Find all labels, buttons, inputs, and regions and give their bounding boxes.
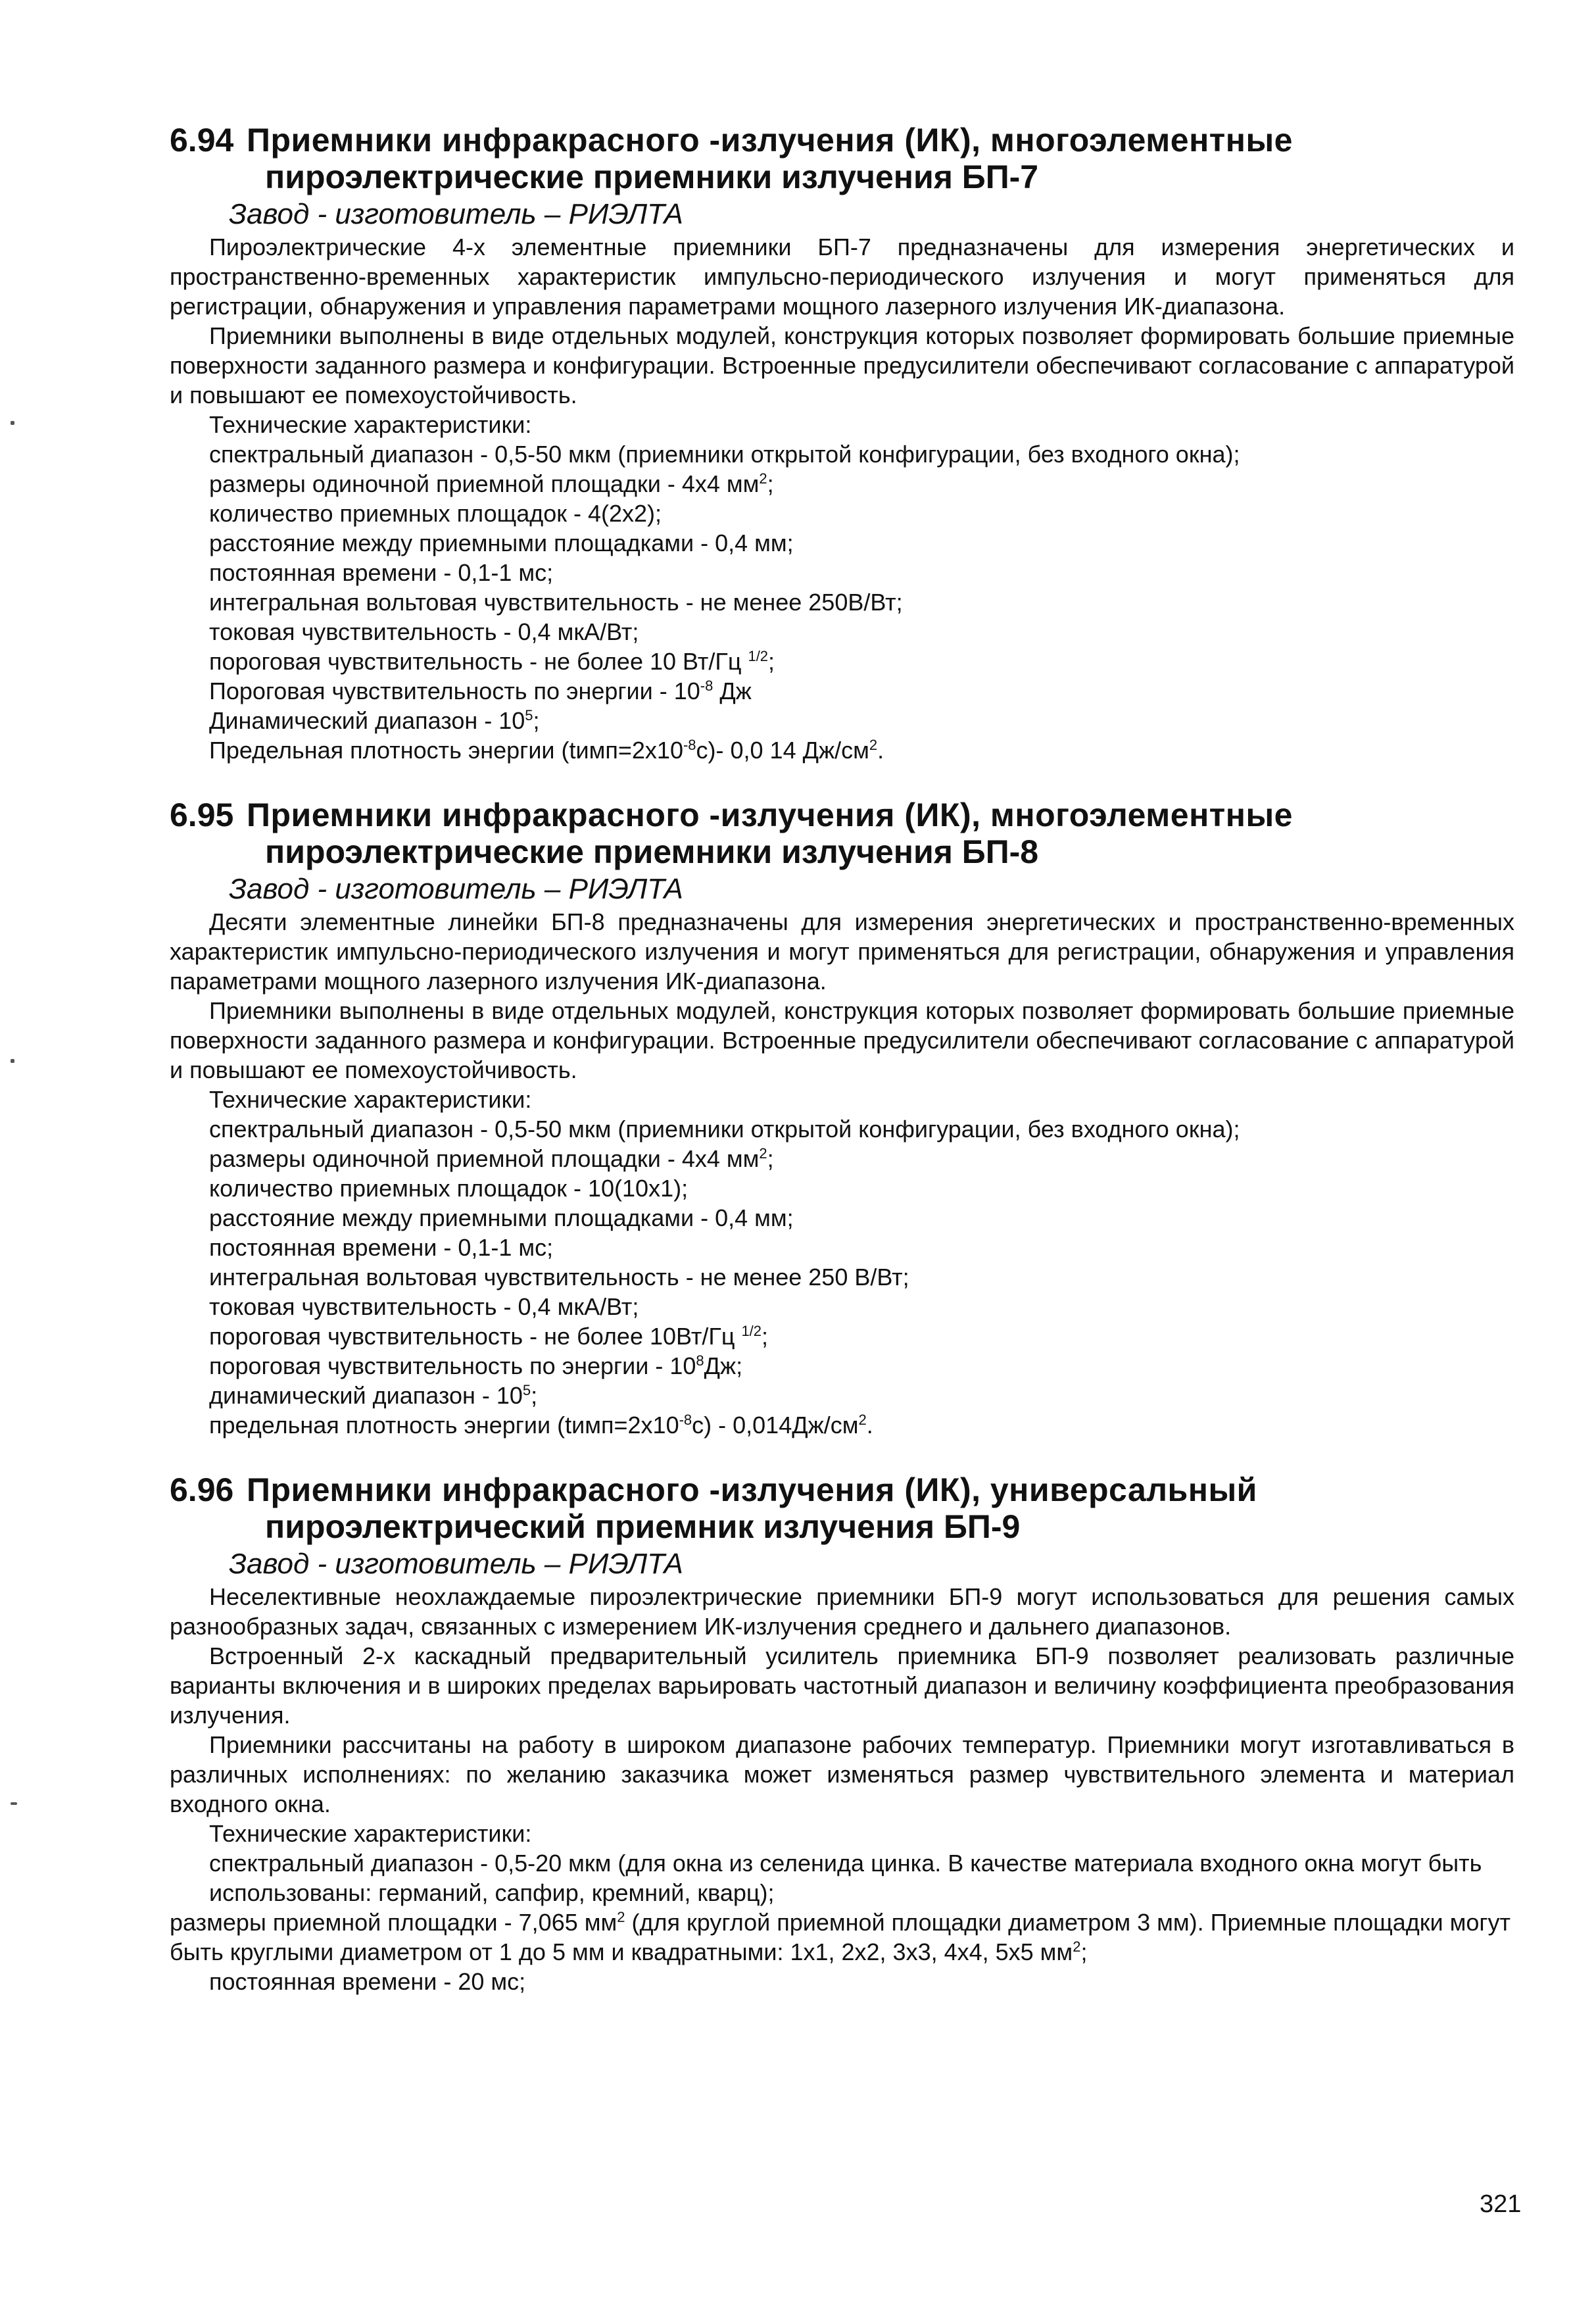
paragraph xyxy=(170,1641,1514,1730)
specs-list xyxy=(170,1114,1514,1440)
spec-item: количество приемных площадок - 10(10х1); xyxy=(209,1175,689,1202)
specs-title: Технические характеристики: xyxy=(209,411,532,438)
spec-item: постоянная времени - 0,1-1 мс; xyxy=(209,559,554,586)
paragraph-text: Встроенный 2-х каскадный предварительный усилитель приемника БП-9 позволяет реализовать различные варианты включения и в широких пределах варьировать частотный диапазон и величину коэффициента преобразования излучения. xyxy=(170,1642,1514,1729)
paragraph xyxy=(170,1582,1514,1641)
paragraph-text: Приемники выполнены в виде отдельных модулей, конструкция которых позволяет формировать большие приемные поверхности заданного размера и конфигурации. Встроенные предусилители обеспечивают согласование с аппаратурой и повышают ее помехоустойчивость. xyxy=(170,997,1514,1083)
spec-item: пороговая чувствительность - не более 10 Вт/Гц $^{1/2}$; xyxy=(209,648,775,675)
spec-item: токовая чувствительность - 0,4 мкА/Вт; xyxy=(209,618,639,645)
spec-item: размеры одиночной приемной площадки - 4х4 $мм^2$; xyxy=(209,1145,774,1172)
paragraph-text: Десяти элементные линейки БП-8 предназначены для измерения энергетических и пространственно-временных характеристик импульсно-периодического излучения и могут применяться для регистрации, обнаружения и управления параметрами мощного лазерного излучения ИК-диапазона. xyxy=(170,908,1514,995)
spec-item: динамический диапазон - $10^5$; xyxy=(209,1382,538,1409)
section-6-95 xyxy=(170,797,1514,1440)
section-title-line2: пироэлектрический приемник излучения БП-9 xyxy=(265,1508,1021,1545)
spec-item: интегральная вольтовая чувствительность - не менее 250В/Вт; xyxy=(209,589,903,616)
spec-item: пороговая чувствительность - не более 10Вт/Гц $^{1/2}$; xyxy=(209,1323,769,1350)
section-title-line1: Приемники инфракрасного -излучения (ИК), многоэлементные xyxy=(247,797,1293,833)
spec-item: расстояние между приемными площадками - 0,4 мм; xyxy=(209,529,794,556)
section-title-line2: пироэлектрические приемники излучения БП-7 xyxy=(265,159,1039,195)
spec-item: Пороговая чувствительность по энергии - $10^{-8}$ Дж xyxy=(209,677,752,704)
spec-item: количество приемных площадок - 4(2х2); xyxy=(209,500,662,527)
manufacturer: Завод - изготовитель – РИЭЛТА xyxy=(229,1548,683,1580)
section-heading xyxy=(170,1471,1514,1545)
section-heading xyxy=(170,122,1514,195)
spec-item: пороговая чувствительность по энергии - $10^8Дж$; xyxy=(209,1352,743,1379)
spec-item: интегральная вольтовая чувствительность - не менее 250 В/Вт; xyxy=(209,1264,909,1291)
spec-item: спектральный диапазон - 0,5-20 мкм (для окна из селенида цинка. В качестве материала входного окна могут быть использованы: германий, сапфир, кремний, кварц); xyxy=(209,1850,1482,1906)
specs-title: Технические характеристики: xyxy=(209,1086,532,1113)
section-title-line1: Приемники инфракрасного -излучения (ИК), многоэлементные xyxy=(247,122,1293,159)
spec-item: Динамический диапазон - $10^5$; xyxy=(209,707,540,734)
manufacturer: Завод - изготовитель – РИЭЛТА xyxy=(229,198,683,230)
section-number: 6.96 xyxy=(170,1471,234,1508)
specs-list xyxy=(170,439,1514,765)
paragraph xyxy=(170,232,1514,321)
document-page xyxy=(170,122,1514,2028)
spec-item: спектральный диапазон - 0,5-50 мкм (приемники открытой конфигурации, без входного окна); xyxy=(209,1116,1240,1143)
section-number: 6.94 xyxy=(170,122,234,159)
spec-item: предельная плотность энергии $(tимп=2х10^{-8}с) - 0,014Дж/см^2$. xyxy=(209,1412,873,1439)
spec-item: размеры приемной площадки - 7,065 $мм^2$ (для круглой приемной площадки диаметром 3 мм). Приемные площадки могут быть круглыми диаметром от 1 до 5 мм и квадратными: 1х1, 2х2, 3х3, 4х4, 5х5 $мм^2$; xyxy=(170,1909,1511,1965)
spec-item: постоянная времени - 0,1-1 мс; xyxy=(209,1234,554,1261)
scan-speck xyxy=(11,421,14,425)
paragraph xyxy=(170,1730,1514,1819)
spec-item: расстояние между приемными площадками - 0,4 мм; xyxy=(209,1204,794,1231)
spec-item: Предельная плотность энергии $(tимп=2х10^{-8}с)-$ 0,0 14 $Дж/см^2$. xyxy=(209,737,884,764)
section-title-line2: пироэлектрические приемники излучения БП-8 xyxy=(265,833,1039,870)
spec-item: размеры одиночной приемной площадки - 4х4 $мм^2$; xyxy=(209,470,774,497)
section-number: 6.95 xyxy=(170,797,234,833)
spec-item: постоянная времени - 20 мс; xyxy=(209,1968,526,1995)
spec-item: спектральный диапазон - 0,5-50 мкм (приемники открытой конфигурации, без входного окна); xyxy=(209,441,1240,468)
section-6-96 xyxy=(170,1471,1514,1996)
section-heading xyxy=(170,797,1514,870)
section-title-line1: Приемники инфракрасного -излучения (ИК), универсальный xyxy=(247,1471,1257,1508)
spec-item: токовая чувствительность - 0,4 мкА/Вт; xyxy=(209,1293,639,1320)
paragraph-text: Неселективные неохлаждаемые пироэлектрические приемники БП-9 могут использоваться для решения самых разнообразных задач, связанных с измерением ИК-излучения среднего и дальнего диапазонов. xyxy=(170,1583,1514,1640)
page-number: 321 xyxy=(1480,2190,1522,2218)
specs-title: Технические характеристики: xyxy=(209,1820,532,1847)
paragraph xyxy=(170,907,1514,996)
paragraph xyxy=(170,321,1514,410)
paragraph-text: Приемники рассчитаны на работу в широком диапазоне рабочих температур. Приемники могут изготавливаться в различных исполнениях: по желанию заказчика может изменяться размер чувствительного элемента и материал входного окна. xyxy=(170,1731,1514,1817)
manufacturer: Завод - изготовитель – РИЭЛТА xyxy=(229,873,683,905)
paragraph xyxy=(170,996,1514,1085)
scan-speck xyxy=(11,1059,14,1063)
section-6-94 xyxy=(170,122,1514,765)
paragraph-text: Приемники выполнены в виде отдельных модулей, конструкция которых позволяет формировать большие приемные поверхности заданного размера и конфигурации. Встроенные предусилители обеспечивают согласование с аппаратурой и повышают ее помехоустойчивость. xyxy=(170,322,1514,408)
specs-list xyxy=(170,1848,1514,1996)
paragraph-text: Пироэлектрические 4-х элементные приемники БП-7 предназначены для измерения энергетических и пространственно-временных характеристик импульсно-периодического излучения и могут применяться для регистрации, обнаружения и управления параметрами мощного лазерного излучения ИК-диапазона. xyxy=(170,234,1514,320)
scan-speck xyxy=(11,1802,17,1805)
